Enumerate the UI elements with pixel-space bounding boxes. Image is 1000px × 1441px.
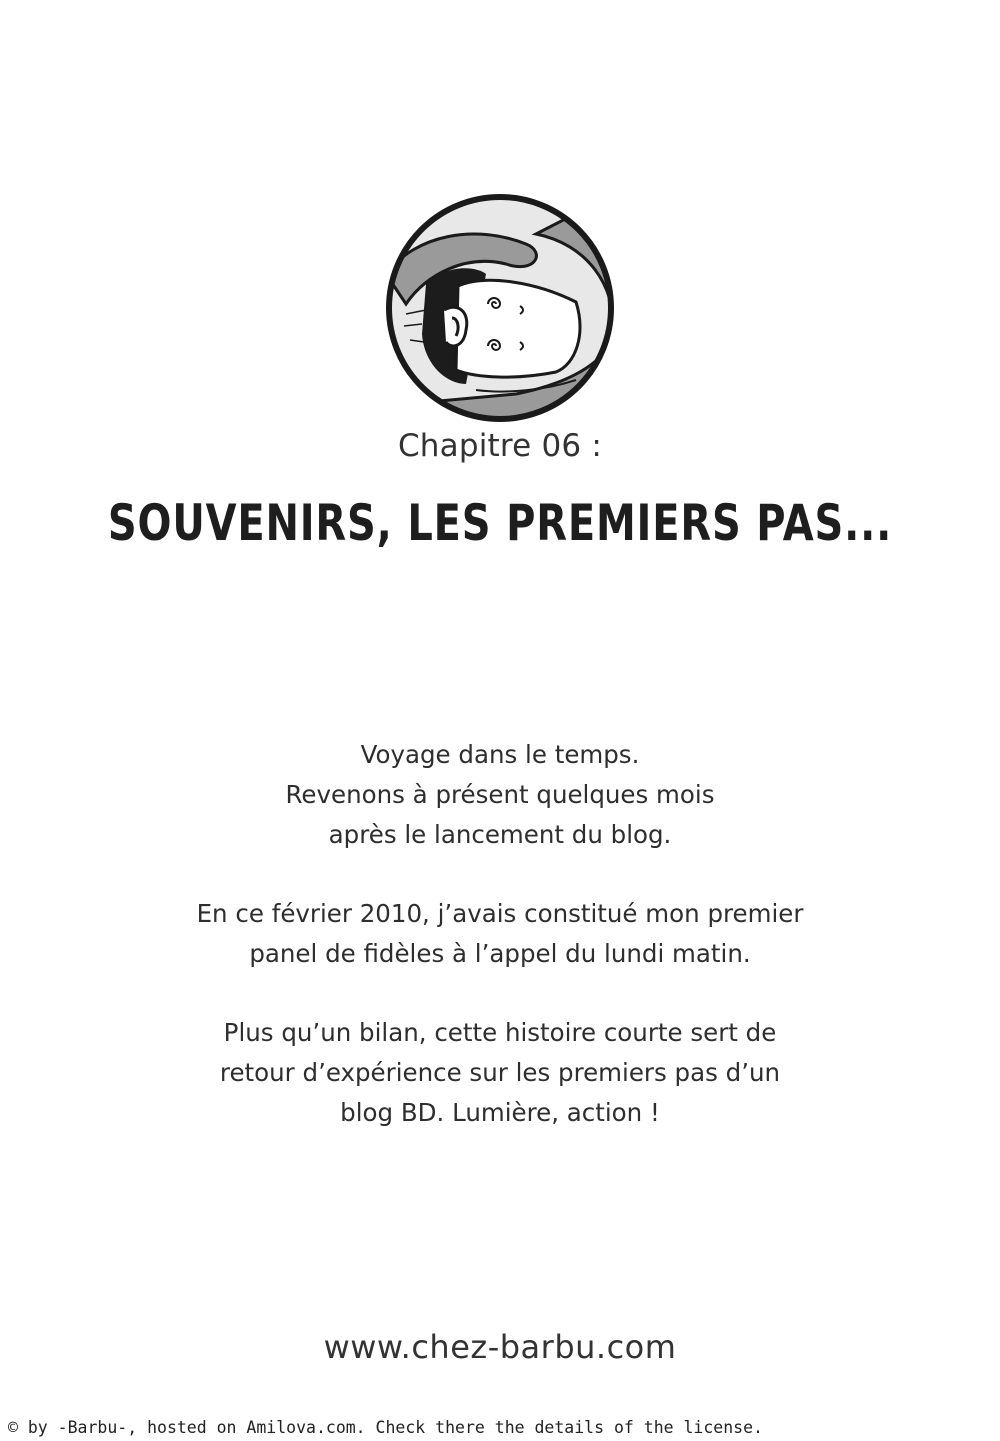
intro-line: En ce février 2010, j’avais constitué mon premier bbox=[196, 899, 804, 928]
website-link[interactable]: www.chez-barbu.com bbox=[323, 1328, 677, 1366]
intro-line: blog BD. Lumière, action ! bbox=[340, 1098, 660, 1127]
sleeping-face-illustration-icon bbox=[386, 194, 614, 422]
intro-line: Plus qu’un bilan, cette histoire courte sert de bbox=[223, 1018, 777, 1047]
intro-paragraph-3 bbox=[100, 1013, 900, 1133]
chapter-title: SOUVENIRS, LES PREMIERS PAS... bbox=[107, 494, 893, 552]
intro-line: après le lancement du blog. bbox=[328, 820, 672, 849]
intro-line: panel de fidèles à l’appel du lundi matin. bbox=[249, 939, 751, 968]
intro-paragraph-2 bbox=[100, 894, 900, 974]
intro-paragraph-1 bbox=[100, 735, 900, 855]
intro-line: Revenons à présent quelques mois bbox=[285, 780, 715, 809]
intro-line: Voyage dans le temps. bbox=[360, 740, 640, 769]
license-notice: © by -Barbu-, hosted on Amilova.com. Check there the details of the license. bbox=[8, 1418, 763, 1437]
intro-line: retour d’expérience sur les premiers pas d’un bbox=[219, 1058, 781, 1087]
chapter-label: Chapitre 06 : bbox=[397, 428, 603, 464]
